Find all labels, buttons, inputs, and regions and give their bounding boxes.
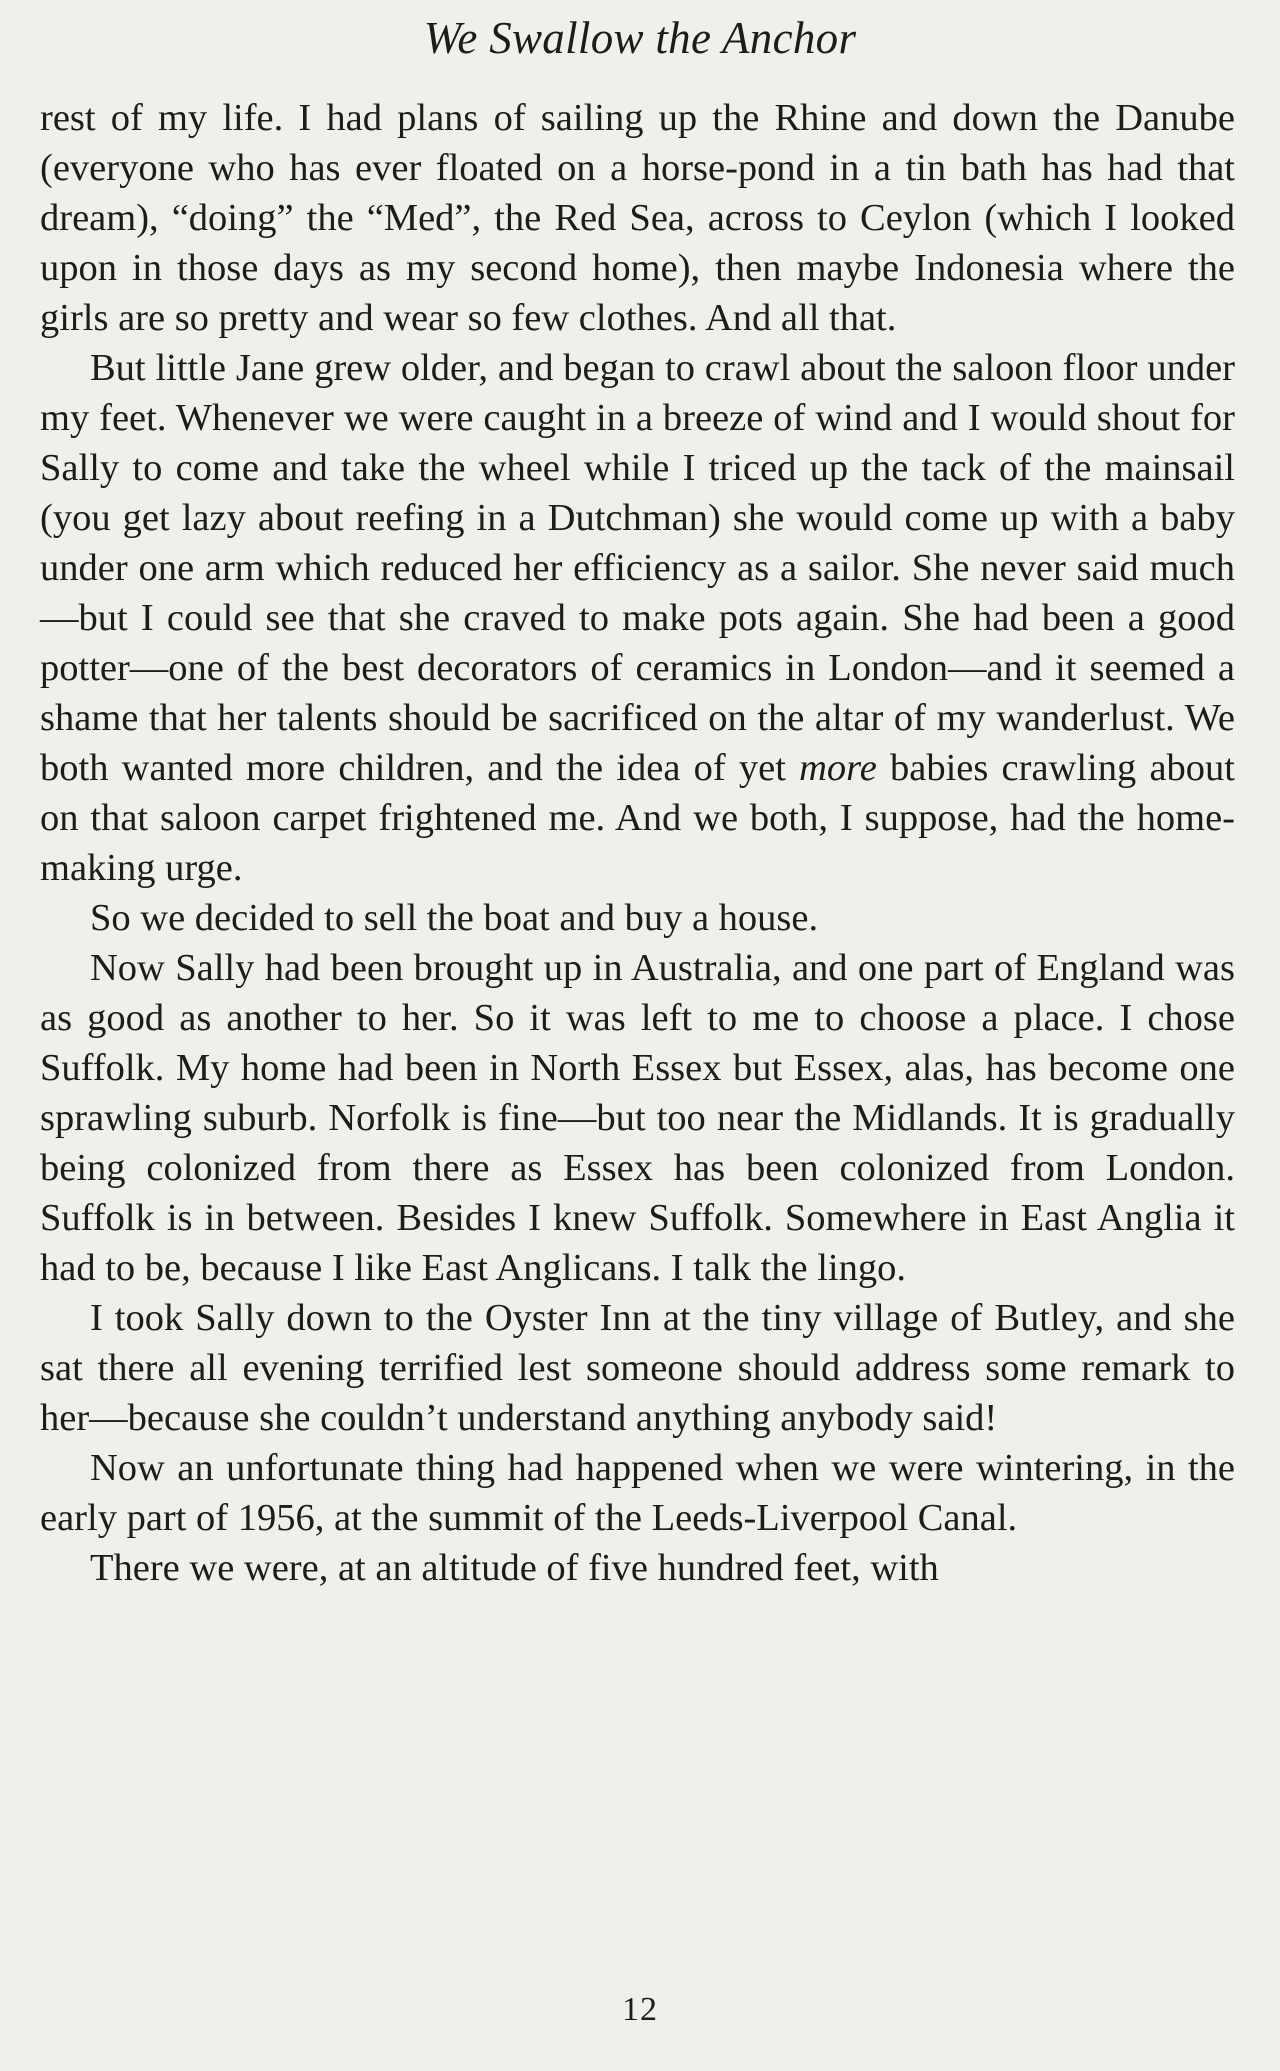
paragraph-1: rest of my life. I had plans of sailing up the Rhine and down the Danube (everyone who has ever floated on a horse-pond in a tin bath has had that dream), “doing” the “Med”, the Red Sea, across to Ceylon (which I looked upon in those days as my second home), then maybe Indonesia where the girls are so pretty and wear so few clothes. And all that. <box>40 97 1235 339</box>
running-title: We Swallow the Anchor <box>423 13 857 63</box>
page-number: 12 <box>622 1991 658 2028</box>
paragraph-3: So we decided to sell the boat and buy a house. <box>90 897 819 939</box>
paragraph-6: Now an unfortunate thing had happened when we were wintering, in the early part of 1956, at the summit of the Leeds-Liverpool Canal. <box>40 1447 1235 1539</box>
body-text <box>40 93 1235 1593</box>
paragraph-2-end: babies crawling about on that saloon carpet frightened me. And we both, I suppose, had the home-making urge. <box>40 747 1235 889</box>
paragraph-2-start: But little Jane grew older, and began to crawl about the saloon floor under my feet. Whenever we were caught in a breeze of wind and I would shout for Sally to come and take the wheel while I triced up the tack of the mainsail (you get lazy about reefing in a Dutchman) she would come up with a baby under one arm which reduced her efficiency as a sailor. She never said much—but I could see that she craved to make pots again. She had been a good potter—one of the best decorators of ceramics in London—and it seemed a shame that her talents should be sacrificed on the altar of my wanderlust. We both wanted more children, and the idea of yet <box>40 347 1235 789</box>
paragraph-7: There we were, at an altitude of five hundred feet, with <box>90 1547 939 1589</box>
paragraph-4: Now Sally had been brought up in Australia, and one part of England was as good as another to her. So it was left to me to choose a place. I chose Suffolk. My home had been in North Essex but Essex, alas, has become one sprawling suburb. Norfolk is fine—but too near the Midlands. It is gradually being colonized from there as Essex has been colonized from London. Suffolk is in between. Besides I knew Suffolk. Somewhere in East Anglia it had to be, because I like East Anglicans. I talk the lingo. <box>40 947 1235 1289</box>
paragraph-2-emphasis: more <box>799 747 877 789</box>
paragraph-2 <box>40 343 1235 893</box>
paragraph-5: I took Sally down to the Oyster Inn at the tiny village of Butley, and she sat there all evening terrified lest someone should address some remark to her—because she couldn’t understand anything anybody said! <box>40 1297 1235 1439</box>
